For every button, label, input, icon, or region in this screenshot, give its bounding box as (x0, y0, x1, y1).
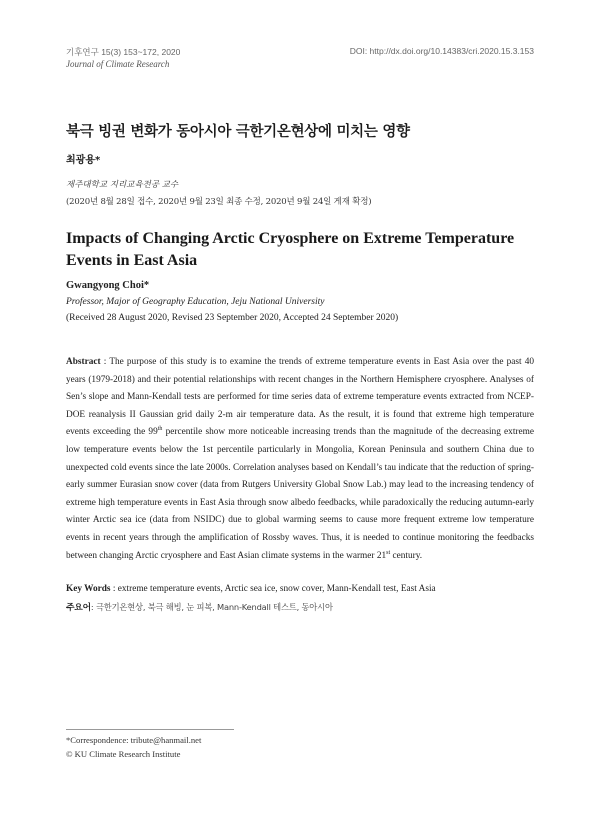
english-author: Gwangyong Choi* (66, 280, 150, 291)
keywords-en (66, 584, 534, 594)
keywords-label: Key Words (66, 584, 111, 594)
copyright-note: © KU Climate Research Institute (66, 749, 181, 759)
korean-title: 북극 빙권 변화가 동아시아 극한기온현상에 미치는 영향 (66, 124, 410, 140)
keywords-ko-label: 주요어 (66, 603, 91, 613)
keywords-ko-text: : 극한기온현상, 북극 해빙, 눈 피복, Mann-Kendall 테스트, 동아시아 (90, 602, 333, 612)
doi-line: DOI: http://dx.doi.org/10.14383/cri.2020.15.3.153 (349, 46, 534, 56)
abstract-sup-2: st (386, 549, 391, 556)
keywords-ko (66, 600, 534, 613)
abstract-label: Abstract (66, 357, 101, 367)
citation-line: 기후연구 15(3) 153~172, 2020 (66, 47, 181, 57)
footnote-divider (66, 729, 234, 730)
korean-dates: (2020년 8월 28일 접수, 2020년 9월 23일 최종 수정, 2020년 9월 24일 게재 확정) (66, 197, 372, 207)
keywords-text: : extreme temperature events, Arctic sea ice, snow cover, Mann-Kendall test, East Asia (110, 584, 436, 594)
abstract-sep: : (100, 357, 110, 367)
abstract-sup-1: th (157, 426, 163, 433)
abstract-text-2: percentile show more noticeable increasing trends than the magnitude of the decreasing extreme low temperature events below the 1st percentile particularly in Mongolia, Korean Peninsula and southern China due to unexpected cold events since the late 2000s. Correlation analyses based on Kendall’s tau indicate that the reduction of spring-early summer Eurasian snow cover (data from Rutgers University Global Snow Lab.) may lead to the increasing tendency of extreme high temperature events in East Asia through snow albedo feedbacks, while paradoxically the reducing autumn-early winter Arctic sea ice (data from NSIDC) due to global warming seems to cause more frequent extreme low temperature events in recent years through the amplification of Rossby waves. Thus, it is needed to continue monitoring the feedbacks between changing Arctic cryosphere and East Asian climate systems in the warmer 21 (66, 427, 534, 561)
english-title: Impacts of Changing Arctic Cryosphere on Extreme Temperature Events in East Asia (66, 230, 515, 269)
english-affiliation: Professor, Major of Geography Education, Jeju National University (66, 297, 325, 307)
abstract-body (66, 354, 534, 565)
abstract-text-1: The purpose of this study is to examine the trends of extreme temperature events in East Asia over the past 40 years (1979-2018) and their potential relationships with recent changes in the Northern Hemisphere cryosphere. Analyses of Sen’s slope and Mann-Kendall tests are performed for time series data of extreme temperature events extracted from NCEP-DOE reanalysis II Gaussian grid daily 2-m air temperature data. As the result, it is found that extreme high temperature events exceeding the 99 (66, 357, 534, 438)
english-dates: (Received 28 August 2020, Revised 23 September 2020, Accepted 24 September 2020) (66, 313, 399, 323)
korean-affiliation: 제주대학교 지리교육전공 교수 (66, 180, 179, 190)
abstract-text-3: century. (390, 550, 423, 561)
korean-author: 최광용* (66, 155, 101, 166)
journal-name: Journal of Climate Research (66, 59, 170, 69)
correspondence-note: *Correspondence: tribute@hanmail.net (66, 735, 202, 745)
